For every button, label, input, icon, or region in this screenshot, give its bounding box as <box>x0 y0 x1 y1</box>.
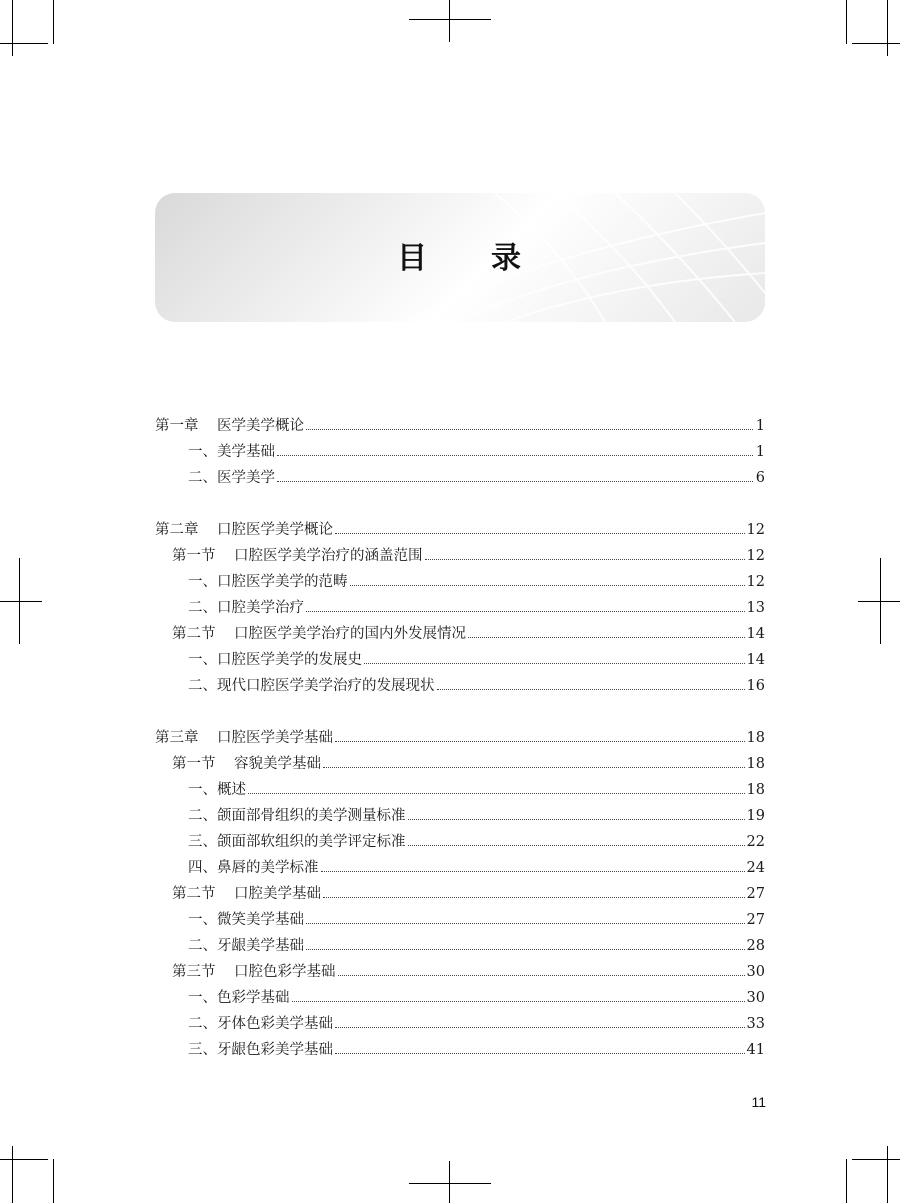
toc-entry-number: 第二章 <box>155 522 199 538</box>
toc-item <box>155 1037 765 1063</box>
toc-entry-title <box>188 647 362 673</box>
dot-leader <box>335 532 745 534</box>
toc-section <box>155 881 765 907</box>
dot-leader <box>306 922 745 924</box>
dot-leader <box>277 480 753 482</box>
toc-entry-title <box>188 673 435 699</box>
crop-mark-line <box>846 0 847 44</box>
toc-entry-title <box>188 907 304 933</box>
toc-entry-text: 口腔色彩学基础 <box>234 964 336 980</box>
toc-item <box>155 1011 765 1037</box>
crop-mark-line <box>449 0 450 42</box>
toc-page-number: 30 <box>746 964 765 980</box>
toc-page-number: 1 <box>755 418 765 434</box>
toc-entry-text: 一、美学基础 <box>188 444 275 460</box>
toc-entry-text: 容貌美学基础 <box>234 756 321 772</box>
dot-leader <box>277 454 753 456</box>
dot-leader <box>364 662 745 664</box>
toc-entry-title <box>188 569 348 595</box>
dot-leader <box>425 558 745 560</box>
toc-entry-text: 二、口腔美学治疗 <box>188 600 304 616</box>
toc-entry-title <box>172 881 321 907</box>
title-char: 录 <box>491 241 523 276</box>
page-number: 11 <box>751 1094 766 1110</box>
toc-entry-title <box>188 1037 333 1063</box>
dot-leader <box>408 844 745 846</box>
toc-page-number: 33 <box>746 1016 765 1032</box>
dot-leader <box>321 870 745 872</box>
dot-leader <box>248 792 745 794</box>
dot-leader <box>292 1000 745 1002</box>
toc-page-number: 28 <box>746 938 765 954</box>
toc-page-number: 12 <box>746 548 765 564</box>
toc-entry-title <box>188 933 304 959</box>
toc-entry-title <box>188 855 319 881</box>
toc-entry-text: 口腔医学美学概论 <box>217 522 333 538</box>
toc-page-number: 27 <box>746 886 765 902</box>
toc-item <box>155 569 765 595</box>
toc-item <box>155 985 765 1011</box>
toc-page-number: 14 <box>746 626 765 642</box>
toc-entry-title <box>155 413 304 439</box>
crop-mark-line <box>12 0 13 56</box>
dot-leader <box>306 610 745 612</box>
crop-mark-line <box>409 1183 491 1184</box>
toc-item <box>155 595 765 621</box>
toc-entry-number: 第二节 <box>172 626 216 642</box>
toc-page-number: 24 <box>746 860 765 876</box>
toc-entry-title <box>188 829 406 855</box>
toc-section <box>155 621 765 647</box>
crop-mark-line <box>53 1159 54 1203</box>
toc-page-number: 16 <box>746 678 765 694</box>
toc-entry-text: 医学美学概论 <box>217 418 304 434</box>
dot-leader <box>408 818 745 820</box>
toc-entry-title <box>188 465 275 491</box>
toc-entry-text: 三、牙龈色彩美学基础 <box>188 1042 333 1058</box>
page-title <box>155 233 765 277</box>
toc-entry-text: 口腔医学美学治疗的涵盖范围 <box>234 548 423 564</box>
toc-entry-title <box>188 439 275 465</box>
toc-entry-text: 四、鼻唇的美学标准 <box>188 860 319 876</box>
crop-mark-line <box>858 601 900 602</box>
toc-entry-number: 第一节 <box>172 548 216 564</box>
toc-entry-text: 三、颌面部软组织的美学评定标准 <box>188 834 406 850</box>
toc-page-number: 18 <box>746 756 765 772</box>
crop-mark-line <box>12 1146 13 1203</box>
toc-chapter <box>155 413 765 439</box>
toc-entry-title <box>188 777 246 803</box>
toc-item <box>155 803 765 829</box>
toc-page-number: 27 <box>746 912 765 928</box>
title-banner <box>155 193 765 322</box>
toc-page-number: 14 <box>746 652 765 668</box>
toc-entry-title <box>155 725 333 751</box>
crop-mark-line <box>19 558 20 644</box>
dot-leader <box>335 1026 745 1028</box>
toc-entry-text: 口腔美学基础 <box>234 886 321 902</box>
crop-mark-line <box>449 1161 450 1203</box>
dot-leader <box>350 584 745 586</box>
title-char: 目 <box>397 241 429 276</box>
dot-leader <box>335 1052 745 1054</box>
toc-page-number: 13 <box>746 600 765 616</box>
toc-item <box>155 907 765 933</box>
toc-entry-title <box>188 803 406 829</box>
toc-entry-title <box>172 621 466 647</box>
toc-entry-text: 一、色彩学基础 <box>188 990 290 1006</box>
crop-mark-line <box>852 43 900 44</box>
toc-page-number: 41 <box>746 1042 765 1058</box>
crop-mark-line <box>409 19 491 20</box>
toc-entry-title <box>188 595 304 621</box>
crop-mark-line <box>53 0 54 44</box>
crop-mark-line <box>880 558 881 644</box>
toc-item <box>155 777 765 803</box>
toc-entry-text: 一、口腔医学美学的发展史 <box>188 652 362 668</box>
toc-entry-title <box>188 1011 333 1037</box>
toc-entry-title <box>172 543 423 569</box>
toc-item <box>155 439 765 465</box>
toc-entry-text: 一、微笑美学基础 <box>188 912 304 928</box>
toc-entry-number: 第二节 <box>172 886 216 902</box>
toc-entry-text: 二、医学美学 <box>188 470 275 486</box>
dot-leader <box>323 896 745 898</box>
toc-entry-number: 第一节 <box>172 756 216 772</box>
toc-page-number: 22 <box>746 834 765 850</box>
toc-entry-text: 一、概述 <box>188 782 246 798</box>
crop-mark-line <box>0 43 48 44</box>
dot-leader <box>335 740 745 742</box>
toc-entry-text: 口腔医学美学基础 <box>217 730 333 746</box>
toc-page-number: 6 <box>755 470 765 486</box>
crop-mark-line <box>0 601 42 602</box>
toc-chapter <box>155 725 765 751</box>
dot-leader <box>338 974 745 976</box>
toc-item <box>155 855 765 881</box>
toc-page-number: 12 <box>746 522 765 538</box>
toc-entry-number: 第一章 <box>155 418 199 434</box>
toc-page-number: 1 <box>755 444 765 460</box>
toc-entry-text: 二、牙体色彩美学基础 <box>188 1016 333 1032</box>
toc-entry-title <box>172 959 336 985</box>
toc-entry-text: 二、颌面部骨组织的美学测量标准 <box>188 808 406 824</box>
crop-mark-line <box>887 0 888 56</box>
crop-mark-line <box>846 1159 847 1203</box>
crop-mark-line <box>887 1146 888 1203</box>
toc-chapter <box>155 517 765 543</box>
toc-page-number: 18 <box>746 730 765 746</box>
toc-page-number: 12 <box>746 574 765 590</box>
toc-item <box>155 673 765 699</box>
toc-item <box>155 933 765 959</box>
toc-entry-title <box>155 517 333 543</box>
dot-leader <box>468 636 745 638</box>
toc-page-number: 19 <box>746 808 765 824</box>
toc-item <box>155 829 765 855</box>
toc-page-number: 30 <box>746 990 765 1006</box>
dot-leader <box>306 428 753 430</box>
toc-entry-title <box>188 985 290 1011</box>
dot-leader <box>306 948 745 950</box>
toc-item <box>155 465 765 491</box>
crop-mark-line <box>852 1159 900 1160</box>
toc-entry-text: 二、牙龈美学基础 <box>188 938 304 954</box>
toc-entry-text: 口腔医学美学治疗的国内外发展情况 <box>234 626 466 642</box>
toc-entry-text: 一、口腔医学美学的范畴 <box>188 574 348 590</box>
toc-entry-text: 二、现代口腔医学美学治疗的发展现状 <box>188 678 435 694</box>
toc-page-number: 18 <box>746 782 765 798</box>
crop-mark-line <box>0 1159 48 1160</box>
toc-entry-number: 第三章 <box>155 730 199 746</box>
toc-entry-number: 第三节 <box>172 964 216 980</box>
dot-leader <box>437 688 745 690</box>
toc-item <box>155 647 765 673</box>
toc-section <box>155 543 765 569</box>
toc-section <box>155 959 765 985</box>
toc-section <box>155 751 765 777</box>
toc-entry-title <box>172 751 321 777</box>
dot-leader <box>323 766 745 768</box>
